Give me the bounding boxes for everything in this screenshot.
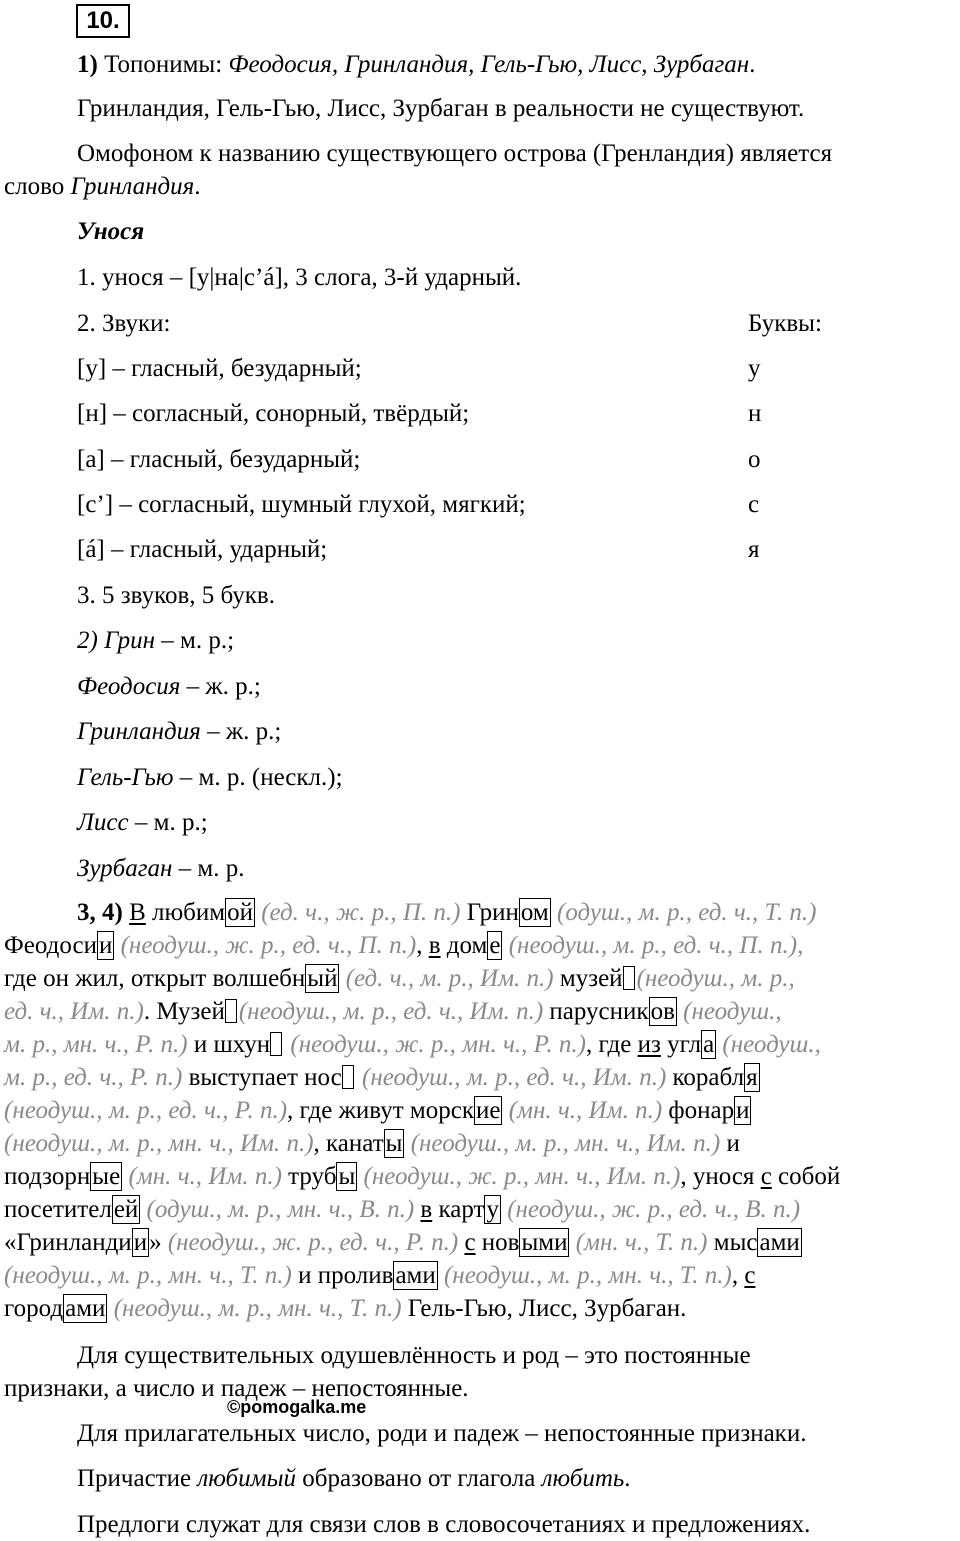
part-label: 1) bbox=[77, 51, 98, 78]
sound-row: [с’] – согласный, шумный глухой, мягкий; bbox=[77, 491, 526, 518]
homophone-line-1: Омофоном к названию существующего острова (Гренландия) является bbox=[77, 140, 833, 167]
letter-cell: я bbox=[748, 536, 760, 563]
analysis-line-6: м. р., ед. ч., Р. п.) выступает нос (неодуш., м. р., ед. ч., Им. п.) корабля bbox=[4, 1064, 758, 1091]
gender-row: Лисс – м. р.; bbox=[77, 809, 208, 836]
watermark: ©pomogalka.me bbox=[227, 1397, 367, 1417]
gender-row: Гринландия – ж. р.; bbox=[77, 718, 282, 745]
homophone-line-2: слово Гринландия. bbox=[4, 173, 201, 200]
task-number-box: 10. bbox=[76, 4, 130, 38]
analysis-line-3: где он жил, открыт волшебный (ед. ч., м. р., Им. п.) музей (неодуш., м. р., bbox=[4, 965, 795, 992]
gender-row: Зурбаган – м. р. bbox=[77, 855, 245, 882]
analysis-line-12: (неодуш., м. р., мн. ч., Т. п.) и проливами (неодуш., м. р., мн. ч., Т. п.), с bbox=[4, 1262, 756, 1289]
analysis-line-11: «Гринландии» (неодуш., ж. р., ед. ч., Р. п.) с новыми (мн. ч., Т. п.) мысами bbox=[4, 1229, 800, 1256]
analysis-line-7: (неодуш., м. р., ед. ч., Р. п.), где живут морские (мн. ч., Им. п.) фонари bbox=[4, 1097, 750, 1124]
conclusion-nouns-2: признаки, а число и падеж – непостоянные. bbox=[4, 1375, 469, 1402]
toponyms-line: 1) Топонимы: Феодосия, Гринландия, Гель-Гью, Лисс, Зурбаган. bbox=[77, 51, 756, 78]
sound-row: [н] – согласный, сонорный, твёрдый; bbox=[77, 400, 470, 427]
analysis-line-8: (неодуш., м. р., мн. ч., Им. п.), канаты (неодуш., м. р., мн. ч., Им. п.) и bbox=[4, 1130, 740, 1157]
letter-cell: с bbox=[748, 491, 760, 518]
letters-title: Буквы: bbox=[748, 310, 822, 337]
analysis-line-13: городами (неодуш., м. р., мн. ч., Т. п.) Гель-Гью, Лисс, Зурбаган. bbox=[4, 1295, 687, 1322]
toponym-list: Феодосия, Гринландия, Гель-Гью, Лисс, Зурбаган bbox=[228, 51, 750, 78]
sounds-total: 3. 5 звуков, 5 букв. bbox=[77, 582, 275, 609]
conclusion-participle: Причастие любимый образовано от глагола любить. bbox=[77, 1465, 631, 1492]
gender-row: 2) Грин – м. р.; bbox=[77, 627, 235, 654]
letter-cell: о bbox=[748, 446, 761, 473]
sound-row: [а] – гласный, безударный; bbox=[77, 446, 361, 473]
analysis-line-9: подзорные (мн. ч., Им. п.) трубы (неодуш., ж. р., мн. ч., Им. п.), унося с собой bbox=[4, 1163, 841, 1190]
conclusion-nouns-1: Для существительных одушевлённость и род – это постоянные bbox=[77, 1342, 751, 1369]
analysis-line-1: 3, 4) В любимой (ед. ч., ж. р., П. п.) Грином (одуш., м. р., ед. ч., Т. п.) bbox=[77, 899, 817, 926]
conclusion-prepositions: Предлоги служат для связи слов в словосочетаниях и предложениях. bbox=[77, 1511, 811, 1538]
analysis-line-10: посетителей (одуш., м. р., мн. ч., В. п.) в карту (неодуш., ж. р., ед. ч., В. п.) bbox=[4, 1196, 801, 1223]
sound-row: [у] – гласный, безударный; bbox=[77, 355, 362, 382]
nonexistent-line: Гринландия, Гель-Гью, Лисс, Зурбаган в реальности не существуют. bbox=[77, 95, 805, 122]
analysis-line-2: Феодосии (неодуш., ж. р., ед. ч., П. п.), в доме (неодуш., м. р., ед. ч., П. п.), bbox=[4, 932, 804, 959]
letter-cell: н bbox=[748, 400, 762, 427]
gender-row: Феодосия – ж. р.; bbox=[77, 673, 261, 700]
syllables-line: 1. унося – [у|на|с’á], 3 слога, 3-й ударный. bbox=[77, 264, 522, 291]
letter-cell: у bbox=[748, 355, 761, 382]
analysis-line-4: ед. ч., Им. п.). Музей (неодуш., м. р., ед. ч., Им. п.) парусников (неодуш., bbox=[4, 998, 782, 1025]
conclusion-adjectives: Для прилагательных число, роди и падеж – непостоянные признаки. bbox=[77, 1420, 807, 1447]
sounds-title: 2. Звуки: bbox=[77, 310, 171, 337]
gender-row: Гель-Гью – м. р. (нескл.); bbox=[77, 764, 343, 791]
word-heading: Унося bbox=[77, 218, 145, 245]
analysis-line-5: м. р., мн. ч., Р. п.) и шхун (неодуш., ж. р., мн. ч., Р. п.), где из угла (неодуш., bbox=[4, 1031, 821, 1058]
sound-row: [á] – гласный, ударный; bbox=[77, 536, 328, 563]
